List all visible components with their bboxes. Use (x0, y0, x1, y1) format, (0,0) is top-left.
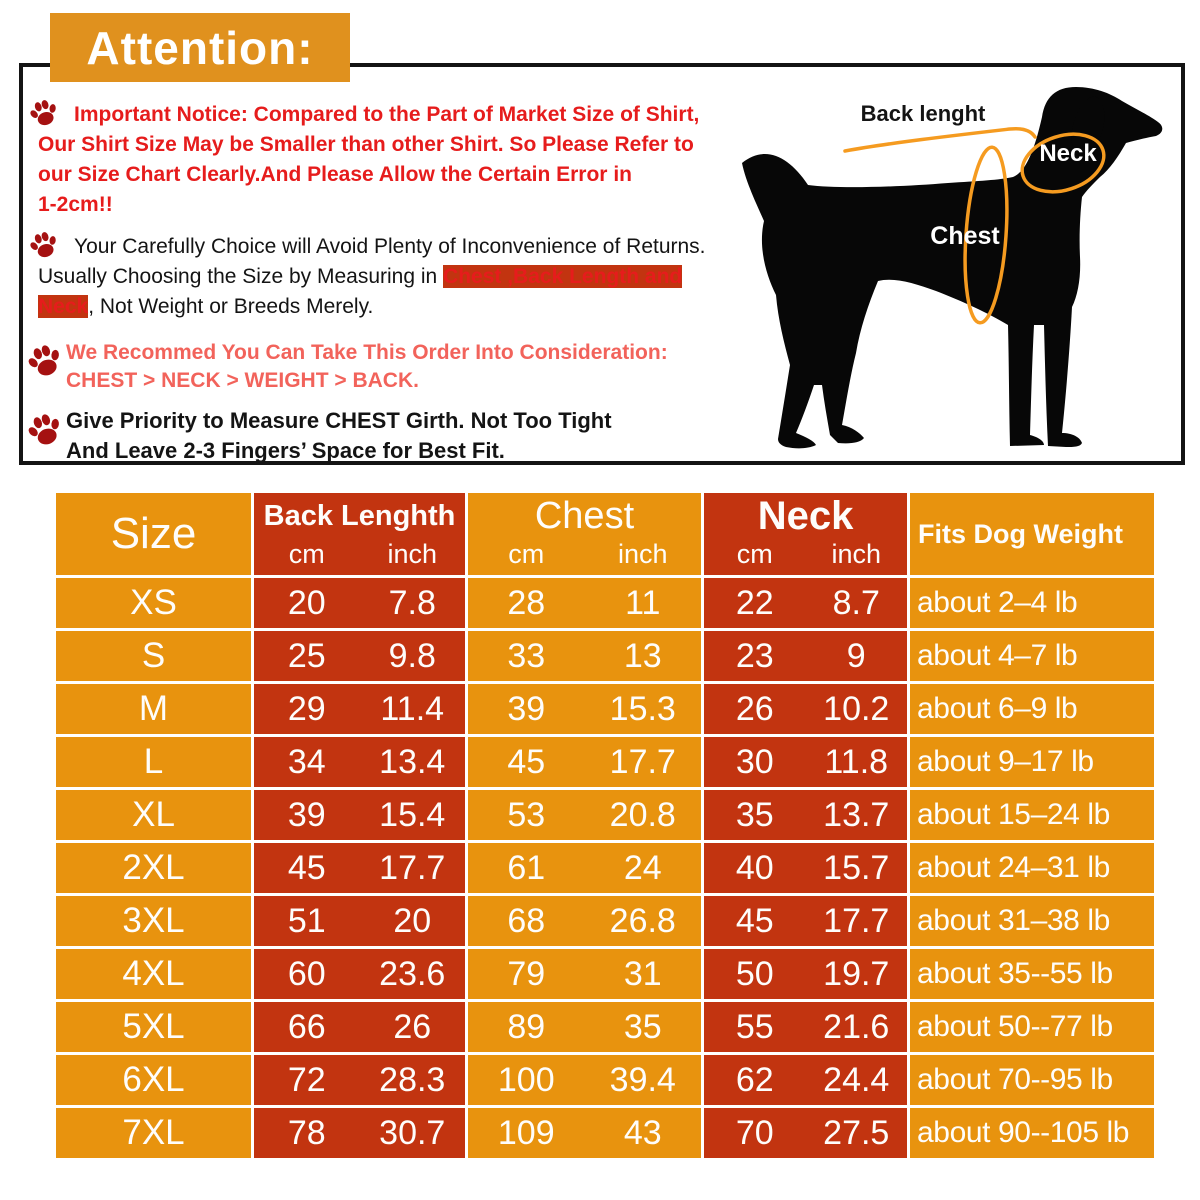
chest-cm-value: 28 (507, 583, 546, 622)
neck-inch-value: 10.2 (823, 689, 890, 728)
neck-cell (704, 949, 907, 999)
back-cm-value: 66 (287, 1007, 326, 1046)
neck-inch-value: 19.7 (823, 954, 890, 993)
advice-line: , Not Weight or Breeds Merely. (88, 295, 374, 318)
back-length-label: Back lenght (860, 101, 986, 126)
back-cm-value: 25 (287, 636, 326, 675)
back-inch-value: 17.7 (379, 848, 446, 887)
header-chest-units (468, 539, 701, 575)
unit-inch-label: inch (831, 539, 882, 569)
header-back-length (254, 493, 465, 575)
chest-inch-value: 17.7 (609, 742, 676, 781)
back-length-cell (254, 949, 465, 999)
size-cell: 6XL (56, 1055, 251, 1105)
back-length-cell (254, 1055, 465, 1105)
neck-cm-value: 45 (735, 901, 774, 940)
advice-line: Your Carefully Choice will Avoid Plenty of Inconvenience of Returns. (74, 235, 706, 258)
notice-line: our Size Chart Clearly.And Please Allow the Certain Error in (38, 163, 632, 186)
chest-cm-value: 39 (507, 689, 546, 728)
chest-cm-value: 89 (507, 1007, 546, 1046)
back-inch-value: 9.8 (388, 636, 436, 675)
back-inch-value: 23.6 (379, 954, 446, 993)
neck-inch-value: 15.7 (823, 848, 890, 887)
size-cell: 7XL (56, 1108, 251, 1158)
chest-cell (468, 631, 701, 681)
unit-cm-label: cm (288, 539, 325, 569)
size-cell: S (56, 631, 251, 681)
neck-cell (704, 1108, 907, 1158)
chest-cell (468, 684, 701, 734)
size-cell: M (56, 684, 251, 734)
unit-cm-label: cm (736, 539, 773, 569)
chest-cm-value: 68 (507, 901, 546, 940)
neck-cell (704, 843, 907, 893)
back-length-cell (254, 684, 465, 734)
chest-cell (468, 1108, 701, 1158)
priority-line: Give Priority to Measure CHEST Girth. Not Too Tight (66, 408, 612, 433)
size-cell: 5XL (56, 1002, 251, 1052)
priority-line: And Leave 2-3 Fingers’ Space for Best Fit. (66, 438, 505, 463)
chest-inch-value: 26.8 (609, 901, 676, 940)
paw-icon (27, 344, 63, 379)
header-size (56, 493, 251, 575)
chest-cell (468, 896, 701, 946)
size-cell: XS (56, 578, 251, 628)
back-inch-value: 13.4 (379, 742, 446, 781)
unit-cm-label: cm (508, 539, 545, 569)
back-length-cell (254, 737, 465, 787)
weight-cell: about 31–38 lb (910, 896, 1154, 946)
back-length-cell (254, 578, 465, 628)
chest-inch-value: 43 (623, 1113, 662, 1152)
neck-cell (704, 684, 907, 734)
choice-advice-paragraph (38, 232, 706, 322)
chest-cm-value: 33 (507, 636, 546, 675)
header-neck-units (704, 539, 907, 575)
chest-label: Chest (930, 222, 1000, 250)
neck-inch-value: 17.7 (823, 901, 890, 940)
chest-inch-value: 39.4 (609, 1060, 676, 1099)
back-length-cell (254, 843, 465, 893)
back-inch-value: 20 (393, 901, 432, 940)
unit-inch-label: inch (617, 539, 668, 569)
chest-cm-value: 79 (507, 954, 546, 993)
important-notice-paragraph (38, 100, 699, 220)
chest-cell (468, 949, 701, 999)
unit-inch-label: inch (387, 539, 438, 569)
chest-cell (468, 578, 701, 628)
neck-inch-value: 13.7 (823, 795, 890, 834)
neck-cm-value: 23 (735, 636, 774, 675)
recommend-line: We Recommed You Can Take This Order Into Consideration: (66, 341, 668, 364)
neck-label: Neck (1039, 140, 1097, 167)
weight-cell: about 90--105 lb (910, 1108, 1154, 1158)
back-length-cell (254, 1108, 465, 1158)
header-back-label: Back Lenghth (263, 499, 456, 532)
header-neck (704, 493, 907, 575)
back-cm-value: 20 (287, 583, 326, 622)
weight-cell: about 35--55 lb (910, 949, 1154, 999)
size-cell: XL (56, 790, 251, 840)
chest-inch-value: 20.8 (609, 795, 676, 834)
chest-cell (468, 843, 701, 893)
neck-cm-value: 55 (735, 1007, 774, 1046)
back-inch-value: 11.4 (380, 689, 445, 728)
neck-cm-value: 22 (735, 583, 774, 622)
advice-highlight: Neck (38, 295, 89, 318)
back-cm-value: 34 (287, 742, 326, 781)
header-fits-weight (910, 493, 1154, 575)
weight-cell: about 70--95 lb (910, 1055, 1154, 1105)
dog-measurement-diagram (738, 85, 1183, 470)
weight-cell: about 2–4 lb (910, 578, 1154, 628)
header-chest (468, 493, 701, 575)
neck-cm-value: 62 (735, 1060, 774, 1099)
advice-highlight: Chest ,Back Length and (443, 265, 683, 288)
neck-cell (704, 1002, 907, 1052)
neck-cm-value: 40 (735, 848, 774, 887)
advice-line: Usually Choosing the Size by Measuring in (38, 265, 444, 288)
size-cell: 4XL (56, 949, 251, 999)
attention-header (50, 13, 350, 82)
header-back-units (254, 539, 465, 575)
notice-line: 1-2cm!! (38, 193, 113, 216)
attention-title-text: Attention: (86, 21, 314, 74)
neck-cell (704, 578, 907, 628)
size-cell: L (56, 737, 251, 787)
header-neck-label: Neck (757, 493, 854, 538)
recommend-line: CHEST > NECK > WEIGHT > BACK. (66, 369, 419, 392)
back-cm-value: 45 (287, 848, 326, 887)
chest-cm-value: 45 (507, 742, 546, 781)
chest-inch-value: 11 (625, 583, 661, 622)
neck-cm-value: 30 (735, 742, 774, 781)
back-inch-value: 15.4 (379, 795, 446, 834)
neck-cell (704, 790, 907, 840)
chest-cell (468, 737, 701, 787)
chest-cm-value: 61 (507, 848, 546, 887)
back-inch-value: 26 (393, 1007, 432, 1046)
back-inch-value: 28.3 (379, 1060, 446, 1099)
back-inch-value: 7.8 (388, 583, 436, 622)
chest-cm-value: 109 (497, 1113, 555, 1152)
chest-inch-value: 13 (623, 636, 662, 675)
weight-cell: about 15–24 lb (910, 790, 1154, 840)
chest-inch-value: 15.3 (609, 689, 676, 728)
header-size-label: Size (110, 509, 197, 558)
size-table (56, 493, 1154, 1158)
chest-priority-paragraph (66, 406, 612, 466)
header-chest-label: Chest (534, 494, 635, 537)
back-cm-value: 29 (287, 689, 326, 728)
weight-cell: about 9–17 lb (910, 737, 1154, 787)
back-cm-value: 78 (287, 1113, 326, 1152)
weight-cell: about 50--77 lb (910, 1002, 1154, 1052)
neck-cm-value: 70 (735, 1113, 774, 1152)
neck-inch-value: 8.7 (832, 583, 880, 622)
back-inch-value: 30.7 (379, 1113, 446, 1152)
weight-cell: about 6–9 lb (910, 684, 1154, 734)
recommend-order-paragraph (66, 339, 668, 395)
back-cm-value: 60 (287, 954, 326, 993)
neck-inch-value: 21.6 (823, 1007, 890, 1046)
chest-cell (468, 1002, 701, 1052)
weight-cell: about 24–31 lb (910, 843, 1154, 893)
neck-inch-value: 9 (846, 636, 866, 675)
back-length-line (845, 129, 1035, 151)
neck-cm-value: 26 (735, 689, 774, 728)
back-length-cell (254, 790, 465, 840)
back-length-cell (254, 631, 465, 681)
chest-cm-value: 100 (497, 1060, 555, 1099)
neck-inch-value: 24.4 (823, 1060, 890, 1099)
neck-cell (704, 1055, 907, 1105)
back-cm-value: 51 (287, 901, 326, 940)
chest-inch-value: 24 (623, 848, 662, 887)
neck-inch-value: 11.8 (824, 742, 889, 781)
chest-cell (468, 790, 701, 840)
chest-cm-value: 53 (507, 795, 546, 834)
chest-inch-value: 31 (623, 954, 662, 993)
neck-cm-value: 50 (735, 954, 774, 993)
neck-cell (704, 631, 907, 681)
back-length-cell (254, 1002, 465, 1052)
neck-cell (704, 896, 907, 946)
size-cell: 3XL (56, 896, 251, 946)
neck-cell (704, 737, 907, 787)
back-length-cell (254, 896, 465, 946)
weight-cell: about 4–7 lb (910, 631, 1154, 681)
back-cm-value: 72 (287, 1060, 326, 1099)
notice-line: Important Notice: Compared to the Part of Market Size of Shirt, (74, 103, 700, 126)
size-cell: 2XL (56, 843, 251, 893)
back-cm-value: 39 (287, 795, 326, 834)
neck-inch-value: 27.5 (823, 1113, 890, 1152)
chest-inch-value: 35 (623, 1007, 662, 1046)
neck-cm-value: 35 (735, 795, 774, 834)
header-fits-label: Fits Dog Weight (918, 518, 1123, 549)
chest-cell (468, 1055, 701, 1105)
notice-line: Our Shirt Size May be Smaller than other Shirt. So Please Refer to (38, 133, 694, 156)
paw-icon (27, 413, 63, 448)
